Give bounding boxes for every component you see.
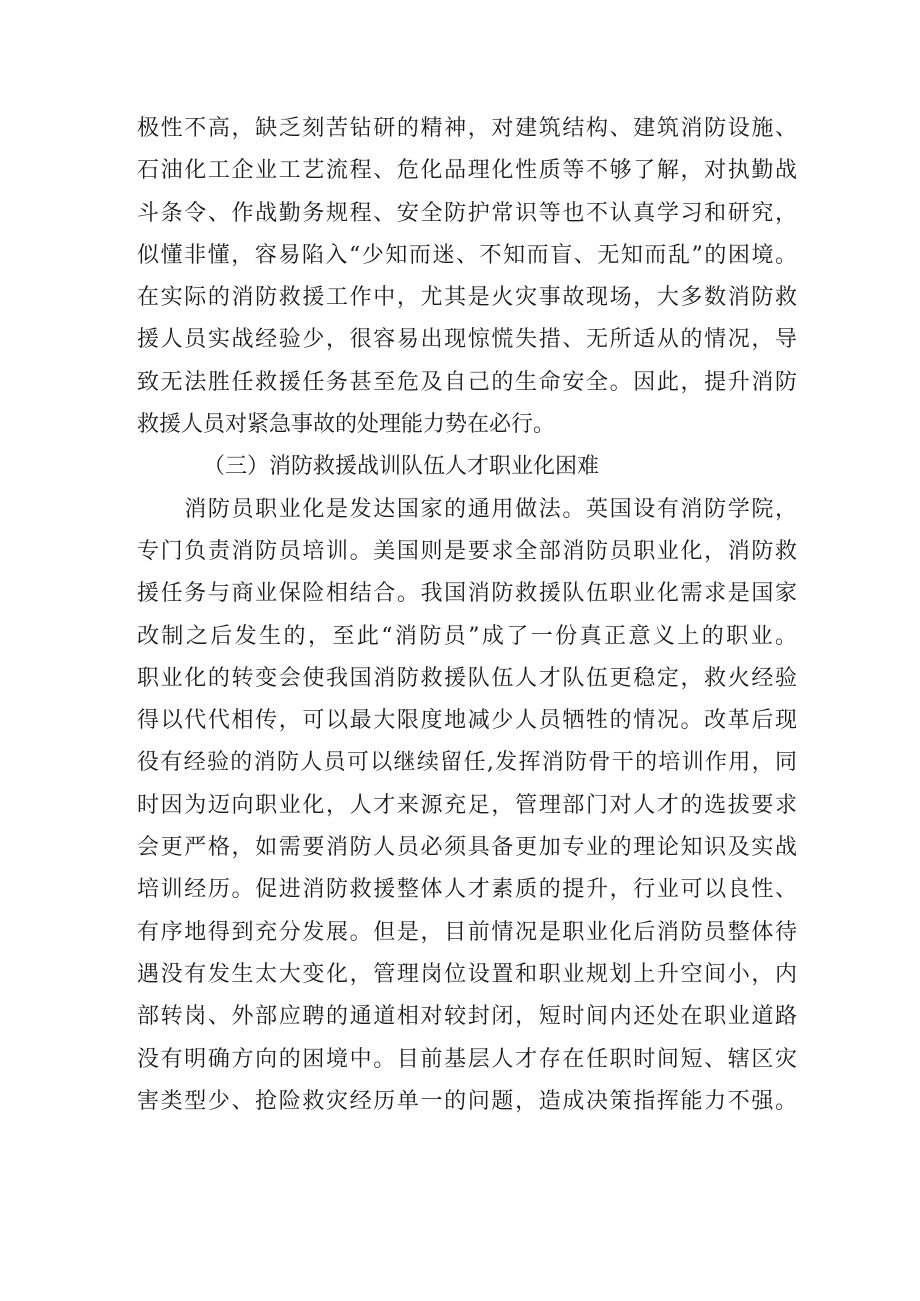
paragraph-line: 害类型少、抢险救灾经历单一的问题，造成决策指挥能力不强。	[137, 1088, 797, 1114]
paragraph-line: 没有明确方向的困境中。目前基层人才存在任职时间短、辖区灾	[137, 1046, 797, 1072]
paragraph-line: 石油化工企业工艺流程、危化品理化性质等不够了解，对执勤战	[137, 158, 797, 184]
paragraph-line: 改制之后发生的，至此“消防员”成了一份真正意义上的职业。	[137, 623, 797, 649]
body-text	[137, 108, 797, 1123]
paragraph-line: 会更严格，如需要消防人员必须具备更加专业的理论知识及实战	[137, 835, 797, 861]
paragraph-line: 役有经验的消防人员可以继续留任,发挥消防骨干的培训作用，同	[137, 750, 797, 776]
paragraph-line: 部转岗、外部应聘的通道相对较封闭，短时间内还处在职业道路	[137, 1004, 797, 1030]
paragraph-line: 专门负责消防员培训。美国则是要求全部消防员职业化，消防救	[137, 538, 797, 564]
paragraph-line: 极性不高，缺乏刻苦钻研的精神，对建筑结构、建筑消防设施、	[137, 116, 797, 141]
paragraph-line: 援人员实战经验少，很容易出现惊慌失措、无所适从的情况，导	[137, 327, 797, 353]
paragraph-line: 似懂非懂，容易陷入“少知而迷、不知而盲、无知而乱”的困境。	[137, 242, 797, 268]
paragraph-line: 时因为迈向职业化，人才来源充足，管理部门对人才的选拔要求	[137, 792, 797, 818]
paragraph-line: 培训经历。促进消防救援整体人才素质的提升，行业可以良性、	[137, 877, 797, 903]
paragraph-line: 消防员职业化是发达国家的通用做法。英国设有消防学院，	[137, 496, 797, 522]
paragraph-line: 救援人员对紧急事故的处理能力势在必行。	[137, 412, 556, 438]
paragraph-line: 致无法胜任救援任务甚至危及自己的生命安全。因此，提升消防	[137, 369, 797, 395]
paragraph-line: 得以代代相传，可以最大限度地减少人员牺牲的情况。改革后现	[137, 708, 797, 734]
paragraph-line: 斗条令、作战勤务规程、安全防护常识等也不认真学习和研究，	[137, 200, 797, 226]
section-heading: （三）消防救援战训队伍人才职业化困难	[203, 454, 600, 480]
paragraph-line: 在实际的消防救援工作中，尤其是火灾事故现场，大多数消防救	[137, 285, 797, 311]
paragraph-line: 有序地得到充分发展。但是，目前情况是职业化后消防员整体待	[137, 919, 797, 945]
paragraph-line: 援任务与商业保险相结合。我国消防救援队伍职业化需求是国家	[137, 581, 797, 607]
paragraph-line: 职业化的转变会使我国消防救援队伍人才队伍更稳定，救火经验	[137, 665, 797, 691]
paragraph-line: 遇没有发生太大变化，管理岗位设置和职业规划上升空间小，内	[137, 961, 797, 987]
